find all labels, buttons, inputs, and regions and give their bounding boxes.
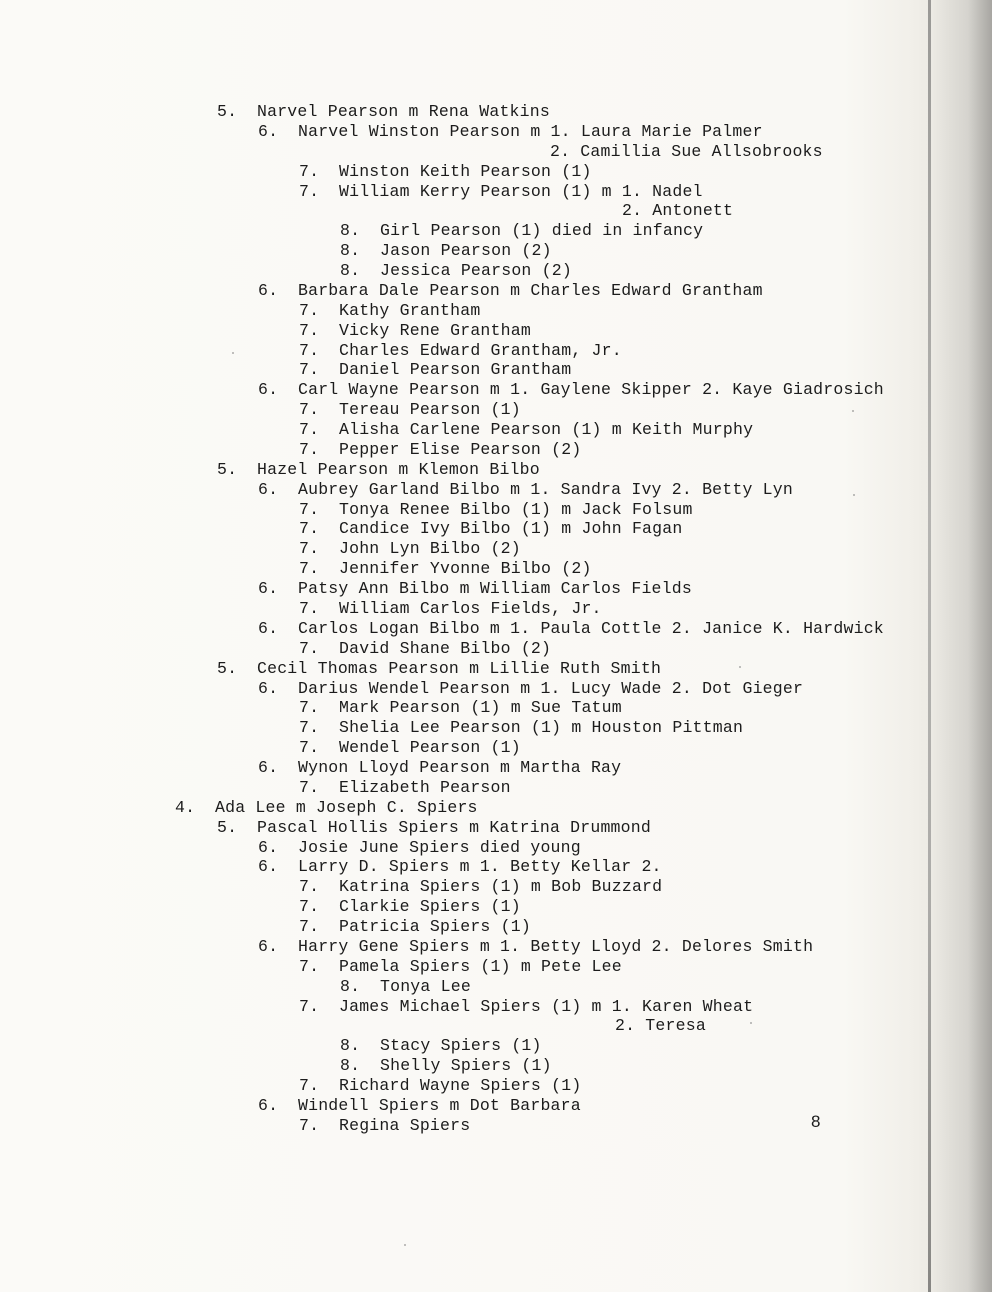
generation-number: 7. bbox=[299, 519, 320, 539]
genealogy-entry bbox=[217, 659, 661, 679]
entry-text: Barbara Dale Pearson m Charles Edward Grantham bbox=[298, 280, 763, 300]
entry-text: Girl Pearson (1) died in infancy bbox=[380, 221, 704, 241]
entry-text: Josie June Spiers died young bbox=[298, 837, 581, 857]
genealogy-entry bbox=[299, 182, 703, 202]
genealogy-entry bbox=[258, 281, 763, 301]
generation-number: 6. bbox=[258, 579, 279, 599]
genealogy-entry bbox=[299, 360, 571, 380]
generation-number: 5. bbox=[217, 102, 238, 121]
entry-text: Pamela Spiers (1) m Pete Lee bbox=[339, 956, 622, 976]
genealogy-entry bbox=[340, 1036, 542, 1056]
genealogy-entry bbox=[258, 1096, 581, 1116]
genealogy-entry bbox=[258, 579, 692, 599]
entry-text: Wendel Pearson (1) bbox=[339, 738, 521, 758]
genealogy-entry bbox=[258, 758, 621, 778]
entry-text: David Shane Bilbo (2) bbox=[339, 638, 552, 658]
entry-text: Pepper Elise Pearson (2) bbox=[339, 439, 582, 459]
generation-number: 5. bbox=[217, 817, 238, 837]
entry-text: John Lyn Bilbo (2) bbox=[339, 539, 521, 559]
generation-number: 7. bbox=[299, 539, 320, 559]
generation-number: 6. bbox=[258, 479, 279, 499]
generation-number: 8. bbox=[340, 1056, 361, 1076]
entry-text: Darius Wendel Pearson m 1. Lucy Wade 2. Dot Gieger bbox=[298, 678, 804, 698]
generation-number: 6. bbox=[258, 837, 279, 857]
generation-number: 6. bbox=[258, 618, 279, 638]
entry-text: Patricia Spiers (1) bbox=[339, 917, 531, 937]
genealogy-entry bbox=[340, 221, 703, 241]
genealogy-entry bbox=[299, 698, 622, 718]
entry-text: Jason Pearson (2) bbox=[380, 241, 552, 261]
generation-number: 6. bbox=[258, 121, 279, 141]
genealogy-entry bbox=[340, 261, 572, 281]
entry-text: Stacy Spiers (1) bbox=[380, 1036, 542, 1056]
generation-number: 7. bbox=[299, 996, 320, 1016]
genealogy-entry bbox=[299, 639, 551, 659]
genealogy-entry bbox=[299, 519, 682, 539]
entry-text: Narvel Winston Pearson m 1. Laura Marie Palmer bbox=[298, 121, 763, 141]
generation-number: 7. bbox=[299, 340, 320, 360]
entry-text: Clarkie Spiers (1) bbox=[339, 897, 521, 917]
generation-number: 6. bbox=[258, 936, 279, 956]
generation-number: 7. bbox=[299, 420, 320, 440]
genealogy-entry bbox=[299, 1076, 581, 1096]
entry-text: Elizabeth Pearson bbox=[339, 777, 511, 797]
generation-number: 7. bbox=[299, 439, 320, 459]
entry-text: Wynon Lloyd Pearson m Martha Ray bbox=[298, 758, 622, 778]
genealogy-entry bbox=[299, 559, 592, 579]
generation-number: 6. bbox=[258, 758, 279, 778]
generation-number: 7. bbox=[299, 638, 320, 658]
genealogy-entry bbox=[299, 997, 753, 1017]
entry-text: Richard Wayne Spiers (1) bbox=[339, 1076, 582, 1096]
entry-text: Katrina Spiers (1) m Bob Buzzard bbox=[339, 877, 663, 897]
entry-text: Harry Gene Spiers m 1. Betty Lloyd 2. Delores Smith bbox=[298, 936, 814, 956]
generation-number: 6. bbox=[258, 380, 279, 400]
entry-text: Carl Wayne Pearson m 1. Gaylene Skipper 2. Kaye Giadrosich bbox=[298, 380, 884, 400]
generation-number: 6. bbox=[258, 857, 279, 877]
generation-number: 7. bbox=[299, 400, 320, 420]
generation-number: 7. bbox=[299, 956, 320, 976]
entry-text: Candice Ivy Bilbo (1) m John Fagan bbox=[339, 519, 683, 539]
entry-text: Kathy Grantham bbox=[339, 300, 481, 320]
generation-number: 5. bbox=[217, 658, 238, 678]
entry-text: Shelia Lee Pearson (1) m Houston Pittman bbox=[339, 718, 744, 738]
generation-number: 8. bbox=[340, 221, 361, 241]
generation-number: 4. bbox=[175, 797, 196, 817]
entry-text: Charles Edward Grantham, Jr. bbox=[339, 340, 622, 360]
genealogy-entry bbox=[299, 778, 511, 798]
genealogy-entry bbox=[258, 380, 884, 400]
entry-text: Carlos Logan Bilbo m 1. Paula Cottle 2. Janice K. Hardwick bbox=[298, 618, 884, 638]
generation-number: 7. bbox=[299, 1076, 320, 1096]
entry-text: Tonya Lee bbox=[380, 976, 471, 996]
generation-number: 7. bbox=[299, 181, 320, 201]
entry-text: Vicky Rene Grantham bbox=[339, 320, 531, 340]
generation-number: 7. bbox=[299, 1115, 320, 1135]
entry-text: Windell Spiers m Dot Barbara bbox=[298, 1096, 581, 1115]
genealogy-entry bbox=[299, 162, 592, 182]
generation-number: 7. bbox=[299, 300, 320, 320]
genealogy-entry bbox=[258, 480, 793, 500]
entry-text: Hazel Pearson m Klemon Bilbo bbox=[257, 459, 540, 479]
genealogy-entry bbox=[340, 977, 471, 997]
generation-number: 7. bbox=[299, 917, 320, 937]
genealogy-entry bbox=[258, 937, 813, 957]
genealogy-entry bbox=[299, 877, 662, 897]
generation-number: 8. bbox=[340, 1036, 361, 1056]
genealogy-entry bbox=[299, 917, 531, 937]
generation-number: 7. bbox=[299, 738, 320, 758]
entry-text: Narvel Pearson m Rena Watkins bbox=[257, 102, 550, 121]
genealogy-entry bbox=[217, 460, 540, 480]
entry-text: 2. Camillia Sue Allsobrooks bbox=[550, 141, 823, 161]
genealogy-entry bbox=[258, 679, 803, 699]
entry-text: Larry D. Spiers m 1. Betty Kellar 2. bbox=[298, 857, 662, 877]
genealogy-entry bbox=[340, 241, 552, 261]
genealogy-entry bbox=[258, 857, 662, 877]
genealogy-entry bbox=[299, 440, 581, 460]
entry-text: Cecil Thomas Pearson m Lillie Ruth Smith bbox=[257, 658, 662, 678]
genealogy-entry bbox=[258, 122, 763, 142]
genealogy-entry bbox=[299, 539, 521, 559]
genealogy-entry bbox=[258, 838, 581, 858]
genealogy-entry bbox=[299, 1116, 470, 1136]
entry-text: Patsy Ann Bilbo m William Carlos Fields bbox=[298, 579, 692, 599]
generation-number: 7. bbox=[299, 559, 320, 579]
generation-number: 7. bbox=[299, 877, 320, 897]
genealogy-entry bbox=[258, 619, 884, 639]
entry-text: Jessica Pearson (2) bbox=[380, 261, 572, 281]
genealogy-entry bbox=[175, 798, 478, 818]
entry-text: 2. Teresa bbox=[615, 1016, 706, 1036]
genealogy-entry bbox=[299, 420, 753, 440]
genealogy-entry bbox=[299, 738, 521, 758]
generation-number: 7. bbox=[299, 698, 320, 718]
genealogy-entry bbox=[615, 1016, 706, 1036]
entry-text: William Carlos Fields, Jr. bbox=[339, 599, 602, 618]
generation-number: 7. bbox=[299, 320, 320, 340]
generation-number: 7. bbox=[299, 161, 320, 181]
entry-text: Aubrey Garland Bilbo m 1. Sandra Ivy 2. Betty Lyn bbox=[298, 479, 793, 499]
generation-number: 6. bbox=[258, 678, 279, 698]
entry-text: Pascal Hollis Spiers m Katrina Drummond bbox=[257, 817, 651, 837]
generation-number: 7. bbox=[299, 599, 320, 618]
generation-number: 7. bbox=[299, 360, 320, 380]
entry-text: Daniel Pearson Grantham bbox=[339, 360, 572, 380]
generation-number: 5. bbox=[217, 459, 238, 479]
entry-text: Regina Spiers bbox=[339, 1115, 471, 1135]
entry-text: Mark Pearson (1) m Sue Tatum bbox=[339, 698, 622, 718]
genealogy-entry bbox=[299, 718, 743, 738]
entry-text: Winston Keith Pearson (1) bbox=[339, 161, 592, 181]
genealogy-entry bbox=[217, 818, 651, 838]
generation-number: 8. bbox=[340, 241, 361, 261]
generation-number: 6. bbox=[258, 280, 279, 300]
generation-number: 7. bbox=[299, 499, 320, 519]
entry-text: James Michael Spiers (1) m 1. Karen Wheat bbox=[339, 996, 754, 1016]
genealogy-entry bbox=[299, 957, 622, 977]
genealogy-entry bbox=[299, 400, 521, 420]
entry-text: 2. Antonett bbox=[622, 201, 734, 221]
genealogy-entry bbox=[299, 321, 531, 341]
genealogy-entry bbox=[217, 102, 550, 122]
generation-number: 7. bbox=[299, 777, 320, 797]
generation-number: 8. bbox=[340, 261, 361, 281]
page-number: 8 bbox=[811, 1112, 821, 1131]
entry-text: Tonya Renee Bilbo (1) m Jack Folsum bbox=[339, 499, 693, 519]
genealogy-entry bbox=[299, 500, 693, 520]
entry-text: Ada Lee m Joseph C. Spiers bbox=[215, 797, 478, 817]
genealogy-entry bbox=[299, 599, 602, 619]
entry-text: Tereau Pearson (1) bbox=[339, 400, 521, 420]
genealogy-entry bbox=[622, 201, 733, 221]
genealogy-entry bbox=[340, 1056, 552, 1076]
entry-text: Alisha Carlene Pearson (1) m Keith Murphy bbox=[339, 420, 754, 440]
generation-number: 7. bbox=[299, 897, 320, 917]
generation-number: 8. bbox=[340, 976, 361, 996]
entry-text: Jennifer Yvonne Bilbo (2) bbox=[339, 559, 592, 579]
generation-number: 7. bbox=[299, 718, 320, 738]
genealogy-entry bbox=[550, 142, 823, 162]
entry-text: Shelly Spiers (1) bbox=[380, 1056, 552, 1076]
entry-text: William Kerry Pearson (1) m 1. Nadel bbox=[339, 181, 703, 201]
genealogy-entry bbox=[299, 897, 521, 917]
genealogy-entry bbox=[299, 301, 480, 321]
generation-number: 6. bbox=[258, 1096, 279, 1115]
genealogy-entry bbox=[299, 341, 622, 361]
